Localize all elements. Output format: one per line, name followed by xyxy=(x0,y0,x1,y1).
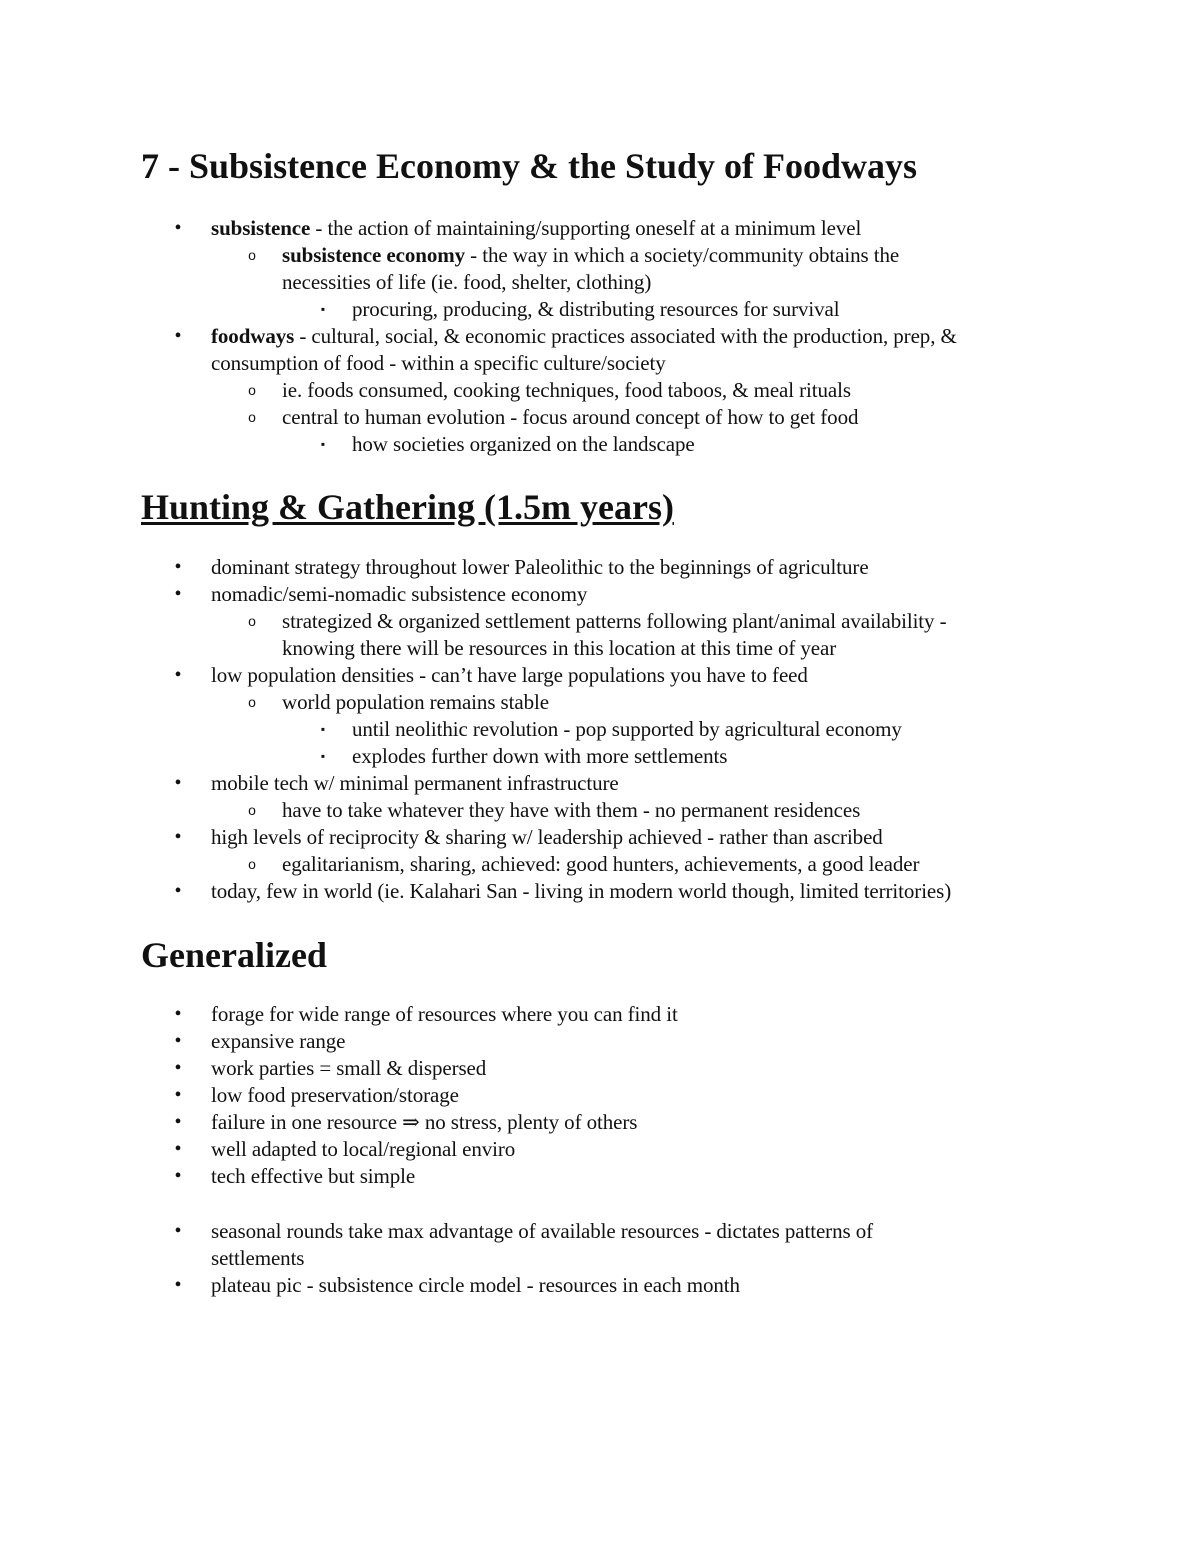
bullet-dot: • xyxy=(174,325,182,347)
list-item: procuring, producing, & distributing resources for survival xyxy=(352,297,840,321)
bullet-dot: • xyxy=(174,583,182,605)
list-item: nomadic/semi-nomadic subsistence economy xyxy=(211,582,588,606)
term-subsistence-economy: subsistence economy xyxy=(282,243,466,267)
bullet-circle: o xyxy=(248,613,256,629)
bullet-square: ▪ xyxy=(320,437,326,451)
bullet-circle: o xyxy=(248,856,256,872)
list-item: world population remains stable xyxy=(282,690,549,714)
bullet-square: ▪ xyxy=(320,749,326,763)
list-item: until neolithic revolution - pop supported by agricultural economy xyxy=(352,717,902,741)
list-item: mobile tech w/ minimal permanent infrastructure xyxy=(211,771,619,795)
list-item: low population densities - can’t have large populations you have to feed xyxy=(211,663,808,687)
list-item: egalitarianism, sharing, achieved: good hunters, achievements, a good leader xyxy=(282,852,920,876)
definition-text: - the action of maintaining/supporting oneself at a minimum level xyxy=(310,216,862,240)
list-item: strategized & organized settlement patterns following plant/animal availability - xyxy=(282,609,947,633)
list-item: how societies organized on the landscape xyxy=(352,432,695,456)
bullet-dot: • xyxy=(174,1111,182,1133)
list-item: dominant strategy throughout lower Paleolithic to the beginnings of agriculture xyxy=(211,555,869,579)
list-item: forage for wide range of resources where you can find it xyxy=(211,1002,678,1026)
list-item: explodes further down with more settlements xyxy=(352,744,728,768)
bullet-circle: o xyxy=(248,382,256,398)
list-item: ie. foods consumed, cooking techniques, food taboos, & meal rituals xyxy=(282,378,851,402)
list-item: plateau pic - subsistence circle model - resources in each month xyxy=(211,1273,740,1297)
bullet-circle: o xyxy=(248,694,256,710)
definition-text: - cultural, social, & economic practices associated with the production, prep, & xyxy=(294,324,957,348)
list-item: seasonal rounds take max advantage of available resources - dictates patterns of xyxy=(211,1219,873,1243)
list-item: low food preservation/storage xyxy=(211,1083,459,1107)
list-item-foodways xyxy=(211,323,957,350)
definition-text: - the way in which a society/community obtains the xyxy=(465,243,900,267)
bullet-dot: • xyxy=(174,772,182,794)
term-subsistence: subsistence xyxy=(211,216,311,240)
bullet-dot: • xyxy=(174,1030,182,1052)
list-item-continuation: necessities of life (ie. food, shelter, clothing) xyxy=(282,270,652,294)
bullet-dot: • xyxy=(174,1165,182,1187)
bullet-dot: • xyxy=(174,1274,182,1296)
bullet-square: ▪ xyxy=(320,302,326,316)
list-item-continuation: knowing there will be resources in this location at this time of year xyxy=(282,636,837,660)
list-item: expansive range xyxy=(211,1029,346,1053)
bullet-dot: • xyxy=(174,1220,182,1242)
bullet-circle: o xyxy=(248,247,256,263)
section-heading-hunting-gathering: Hunting & Gathering (1.5m years) xyxy=(141,487,674,527)
list-item: failure in one resource ⇒ no stress, plenty of others xyxy=(211,1110,638,1134)
list-item: have to take whatever they have with them - no permanent residences xyxy=(282,798,861,822)
list-item: work parties = small & dispersed xyxy=(211,1056,487,1080)
list-item: central to human evolution - focus around concept of how to get food xyxy=(282,405,859,429)
bullet-square: ▪ xyxy=(320,722,326,736)
bullet-circle: o xyxy=(248,409,256,425)
bullet-dot: • xyxy=(174,1057,182,1079)
term-foodways: foodways xyxy=(211,324,295,348)
list-item: tech effective but simple xyxy=(211,1164,416,1188)
bullet-dot: • xyxy=(174,217,182,239)
list-item: today, few in world (ie. Kalahari San - living in modern world though, limited territories) xyxy=(211,879,952,903)
list-item-continuation: settlements xyxy=(211,1246,305,1270)
bullet-dot: • xyxy=(174,880,182,902)
bullet-dot: • xyxy=(174,826,182,848)
list-item: high levels of reciprocity & sharing w/ leadership achieved - rather than ascribed xyxy=(211,825,883,849)
bullet-circle: o xyxy=(248,802,256,818)
bullet-dot: • xyxy=(174,1003,182,1025)
list-item-subsistence xyxy=(211,215,861,242)
bullet-dot: • xyxy=(174,1084,182,1106)
bullet-dot: • xyxy=(174,664,182,686)
list-item: well adapted to local/regional enviro xyxy=(211,1137,516,1161)
bullet-dot: • xyxy=(174,556,182,578)
list-item-subsistence-economy xyxy=(282,242,899,269)
page-title: 7 - Subsistence Economy & the Study of Foodways xyxy=(141,146,918,186)
list-item-continuation: consumption of food - within a specific culture/society xyxy=(211,351,666,375)
section-heading-generalized: Generalized xyxy=(141,935,327,975)
bullet-dot: • xyxy=(174,1138,182,1160)
